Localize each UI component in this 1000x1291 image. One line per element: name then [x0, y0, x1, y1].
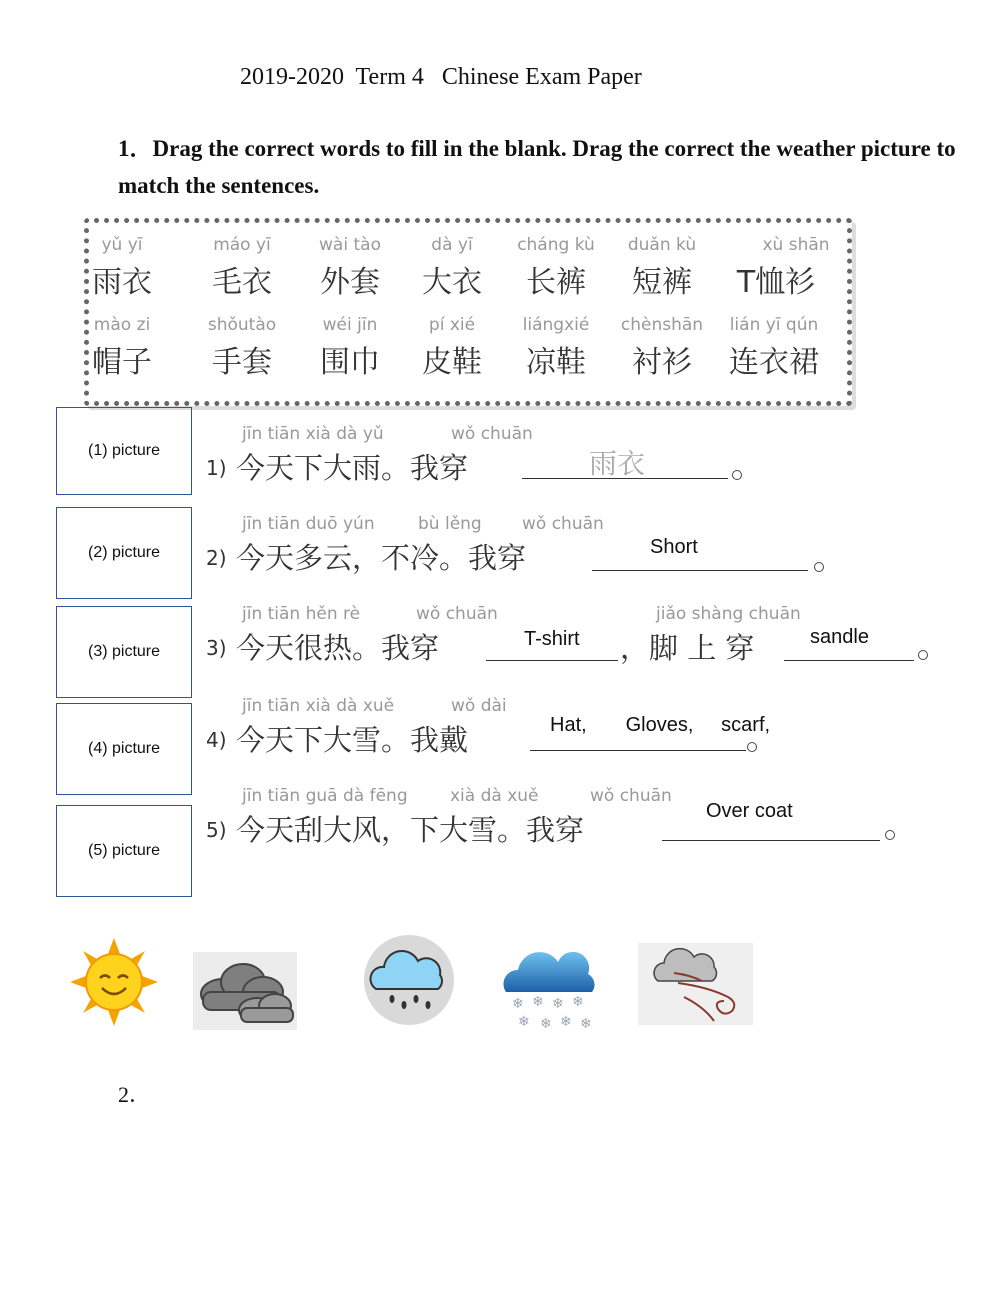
- word-hanzi: 外套: [320, 265, 380, 300]
- word-hanzi: 连衣裙: [729, 345, 819, 380]
- picture-drop-box-5[interactable]: [56, 805, 192, 897]
- word-pinyin: xù shān: [762, 235, 830, 255]
- word-hanzi: 手套: [212, 345, 272, 380]
- period-mark: [885, 830, 895, 840]
- word-card[interactable]: [501, 235, 611, 301]
- word-hanzi: 凉鞋: [526, 345, 586, 380]
- answer-text: 雨衣: [589, 447, 646, 480]
- word-card[interactable]: [187, 315, 297, 381]
- sentence-number: 1): [206, 456, 227, 480]
- answer-blank[interactable]: [662, 840, 880, 841]
- sentence-text: 今天多云，不冷。我穿: [236, 541, 527, 575]
- sentence-pinyin: xià dà xuě: [450, 786, 539, 806]
- word-card[interactable]: [607, 235, 717, 301]
- svg-text:❄: ❄: [552, 996, 564, 1012]
- sentence-number: 4): [206, 728, 227, 752]
- word-card[interactable]: [607, 315, 717, 381]
- picture-box-label: (2) picture: [87, 544, 161, 561]
- sentence-pinyin: wǒ chuān: [522, 514, 604, 534]
- word-hanzi: 短裤: [632, 265, 692, 300]
- answer-text: T-shirt: [524, 628, 580, 650]
- period-mark: [747, 742, 757, 752]
- answer-blank[interactable]: [592, 570, 808, 571]
- word-hanzi: 毛衣: [212, 265, 272, 300]
- word-pinyin: wài tào: [319, 235, 381, 255]
- word-hanzi: 衬衫: [632, 345, 692, 380]
- sentence-pinyin: jiǎo shàng chuān: [656, 604, 801, 624]
- sentence-pinyin: jīn tiān xià dà yǔ: [242, 424, 384, 444]
- sentence-text: ，脚 上 穿: [620, 631, 755, 665]
- word-card[interactable]: [501, 315, 611, 381]
- sentence-pinyin: wǒ dài: [451, 696, 507, 716]
- svg-text:❄: ❄: [540, 1016, 552, 1032]
- word-card[interactable]: [295, 235, 405, 301]
- sentence-number: 5): [206, 818, 227, 842]
- word-card[interactable]: [67, 235, 177, 301]
- word-pinyin: shǒutào: [207, 315, 277, 335]
- picture-box-label: (4) picture: [87, 740, 161, 757]
- sentence-number: 2): [206, 546, 227, 570]
- sentence-pinyin: jīn tiān duō yún: [242, 514, 375, 534]
- word-bank: [84, 218, 852, 406]
- picture-drop-box-3[interactable]: [56, 606, 192, 698]
- word-pinyin: dà yī: [431, 235, 473, 255]
- question-2-number: 2．: [118, 1082, 152, 1107]
- picture-drop-box-1[interactable]: [56, 407, 192, 495]
- sentence-pinyin: jīn tiān xià dà xuě: [242, 696, 395, 716]
- word-pinyin: duǎn kù: [627, 235, 697, 255]
- word-card[interactable]: [721, 235, 831, 301]
- answer-blank[interactable]: [530, 750, 746, 751]
- svg-text:❄: ❄: [580, 1016, 592, 1032]
- word-pinyin: wéi jīn: [322, 315, 378, 335]
- snow-icon[interactable]: [500, 948, 600, 1032]
- word-card[interactable]: [397, 235, 507, 301]
- wind-icon[interactable]: [638, 943, 753, 1025]
- word-pinyin: yǔ yī: [101, 235, 143, 255]
- word-hanzi: 长裤: [526, 265, 586, 300]
- svg-text:❄: ❄: [532, 994, 544, 1010]
- sentence-4: [206, 694, 806, 764]
- picture-drop-box-4[interactable]: [56, 703, 192, 795]
- word-card[interactable]: [187, 235, 297, 301]
- sentence-1: [206, 420, 766, 490]
- answer-text: sandle: [810, 626, 869, 648]
- word-pinyin: pí xié: [428, 315, 476, 335]
- sentence-pinyin: bù lěng: [418, 514, 482, 534]
- sentence-pinyin: wǒ chuān: [451, 424, 533, 444]
- picture-box-label: (1) picture: [87, 442, 161, 459]
- answer-text: Short: [650, 536, 698, 558]
- period-mark: [732, 470, 742, 480]
- word-pinyin: cháng kù: [517, 235, 595, 255]
- period-mark: [814, 562, 824, 572]
- picture-box-label: (3) picture: [87, 643, 161, 660]
- sentence-5: [206, 784, 906, 854]
- word-hanzi: 大衣: [422, 265, 482, 300]
- sentence-pinyin: wǒ chuān: [416, 604, 498, 624]
- word-pinyin: chènshān: [620, 315, 704, 335]
- answer-blank[interactable]: [486, 660, 618, 661]
- svg-text:❄: ❄: [518, 1014, 530, 1030]
- sentence-3: [206, 602, 936, 672]
- word-hanzi: T恤衫: [736, 265, 816, 300]
- word-card[interactable]: [67, 315, 177, 381]
- sentence-text: 今天下大雪。我戴: [236, 723, 469, 757]
- sun-icon[interactable]: [70, 938, 158, 1026]
- sentence-text: 今天下大雨。我穿: [236, 451, 469, 485]
- sentence-pinyin: wǒ chuān: [590, 786, 672, 806]
- word-hanzi: 雨衣: [92, 265, 152, 300]
- sentence-2: [206, 512, 826, 582]
- answer-text: Over coat: [706, 800, 793, 822]
- word-pinyin: lián yī qún: [729, 315, 819, 335]
- answer-text: Hat, Gloves, scarf,: [550, 714, 771, 736]
- word-pinyin: mào zi: [93, 315, 151, 335]
- sentence-text: 今天刮大风，下大雪。我穿: [236, 813, 585, 847]
- period-mark: [918, 650, 928, 660]
- word-card[interactable]: [295, 315, 405, 381]
- exam-title: 2019-2020 Term 4 Chinese Exam Paper: [240, 64, 642, 90]
- sentence-pinyin: jīn tiān guā dà fēng: [242, 786, 408, 806]
- sentence-pinyin: jīn tiān hěn rè: [242, 604, 361, 624]
- word-card[interactable]: [719, 315, 829, 381]
- picture-drop-box-2[interactable]: [56, 507, 192, 599]
- svg-text:❄: ❄: [572, 994, 584, 1010]
- word-hanzi: 皮鞋: [422, 345, 482, 380]
- answer-blank[interactable]: [784, 660, 914, 661]
- word-pinyin: máo yī: [213, 235, 271, 255]
- word-hanzi: 围巾: [320, 345, 380, 380]
- svg-text:❄: ❄: [512, 996, 524, 1012]
- svg-text:❄: ❄: [560, 1014, 572, 1030]
- sentence-text: 今天很热。我穿: [236, 631, 440, 665]
- question-1-instruction: 1．Drag the correct words to fill in the blank. Drag the correct the weather picture to match the sentences.: [118, 136, 956, 198]
- cloud-icon[interactable]: [193, 952, 297, 1030]
- picture-box-label: (5) picture: [87, 842, 161, 859]
- rain-icon[interactable]: [362, 933, 456, 1027]
- word-pinyin: liángxié: [522, 315, 590, 335]
- sentence-number: 3): [206, 636, 227, 660]
- word-hanzi: 帽子: [92, 345, 152, 380]
- word-card[interactable]: [397, 315, 507, 381]
